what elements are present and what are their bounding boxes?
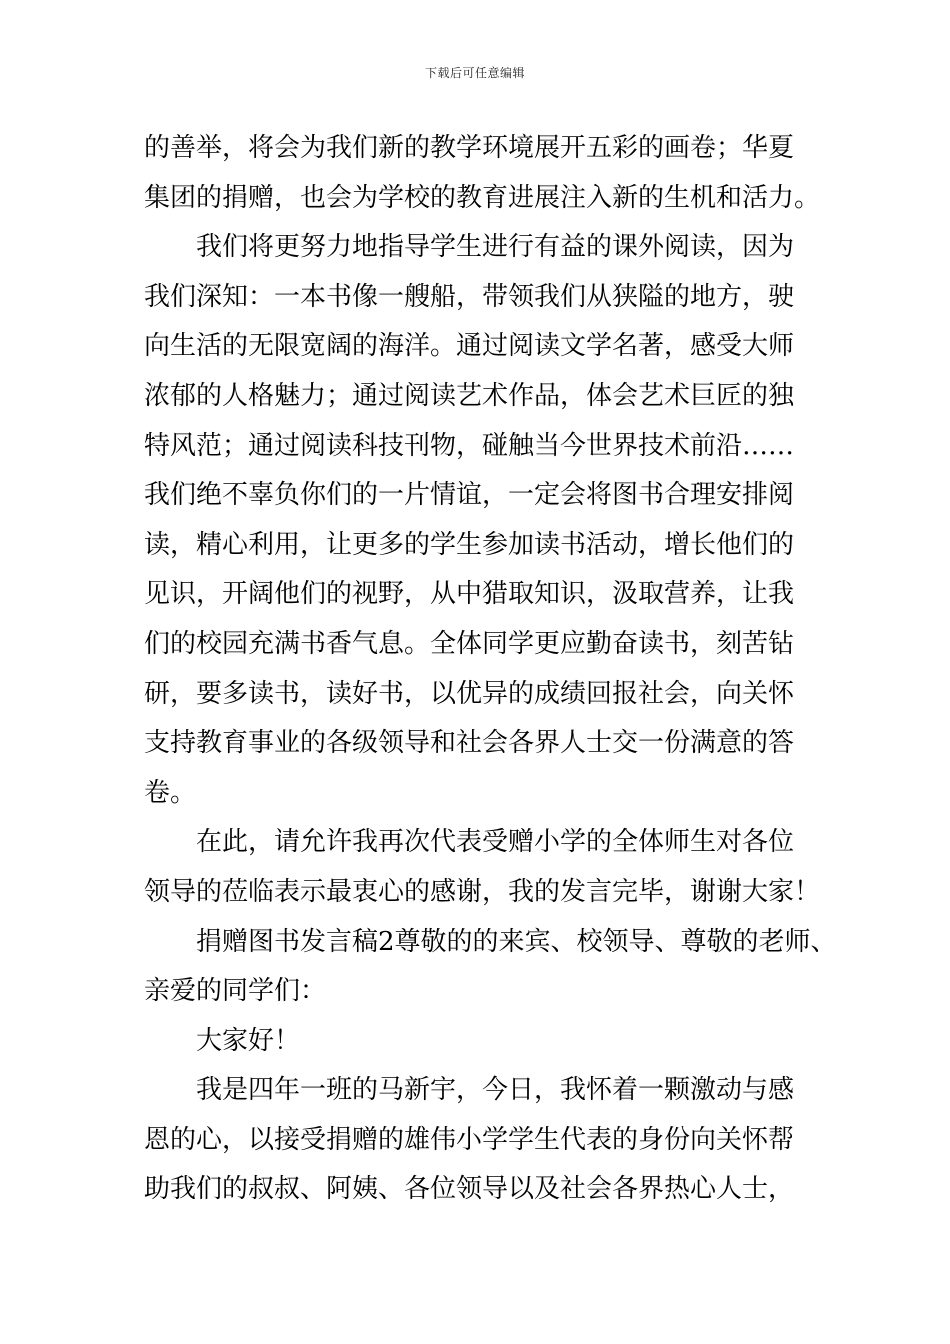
text-line: 我们深知：一本书像一艘船，带领我们从狭隘的地方，驶 — [144, 281, 795, 312]
text-line: 捐赠图书发言稿2尊敬的的来宾、校领导、尊敬的老师、 — [196, 926, 837, 957]
text-line: 特风范；通过阅读科技刊物，碰触当今世界技术前沿…… — [144, 430, 795, 461]
text-line: 集团的捐赠，也会为学校的教育进展注入新的生机和活力。 — [144, 182, 821, 213]
text-line: 见识，开阔他们的视野，从中猎取知识，汲取营养，让我 — [144, 579, 795, 610]
text-line: 的善举，将会为我们新的教学环境展开五彩的画卷；华夏 — [144, 133, 795, 163]
text-line: 卷。 — [144, 777, 197, 808]
text-line: 我们绝不辜负你们的一片情谊，一定会将图书合理安排阅 — [144, 480, 795, 511]
text-line: 支持教育事业的各级领导和社会各界人士交一份满意的答 — [144, 728, 795, 759]
text-line: 亲爱的同学们： — [144, 976, 327, 1007]
text-line: 们的校园充满书香气息。全体同学更应勤奋读书，刻苦钻 — [144, 628, 795, 659]
text-line: 向生活的无限宽阔的海洋。通过阅读文学名著，感受大师 — [144, 331, 795, 362]
text-line: 研，要多读书，读好书，以优异的成绩回报社会，向关怀 — [144, 678, 795, 709]
text-line: 恩的心，以接受捐赠的雄伟小学学生代表的身份向关怀帮 — [144, 1124, 795, 1155]
text-line: 浓郁的人格魅力；通过阅读艺术作品，体会艺术巨匠的独 — [144, 380, 795, 411]
text-line: 在此，请允许我再次代表受赠小学的全体师生对各位 — [196, 827, 795, 858]
text-line: 我是四年一班的马新宇，今日，我怀着一颗激动与感 — [196, 1075, 795, 1106]
text-line: 我们将更努力地指导学生进行有益的课外阅读，因为 — [196, 232, 795, 263]
document-body — [144, 124, 837, 1215]
text-line: 大家好！ — [196, 1025, 301, 1056]
text-line: 助我们的叔叔、阿姨、各位领导以及社会各界热心人士， — [144, 1174, 795, 1205]
text-line: 读，精心利用，让更多的学生参加读书活动，增长他们的 — [144, 529, 795, 560]
page-header: 下载后可任意编辑 — [424, 66, 525, 80]
text-line: 领导的莅临表示最衷心的感谢，我的发言完毕，谢谢大家！ — [144, 876, 821, 907]
